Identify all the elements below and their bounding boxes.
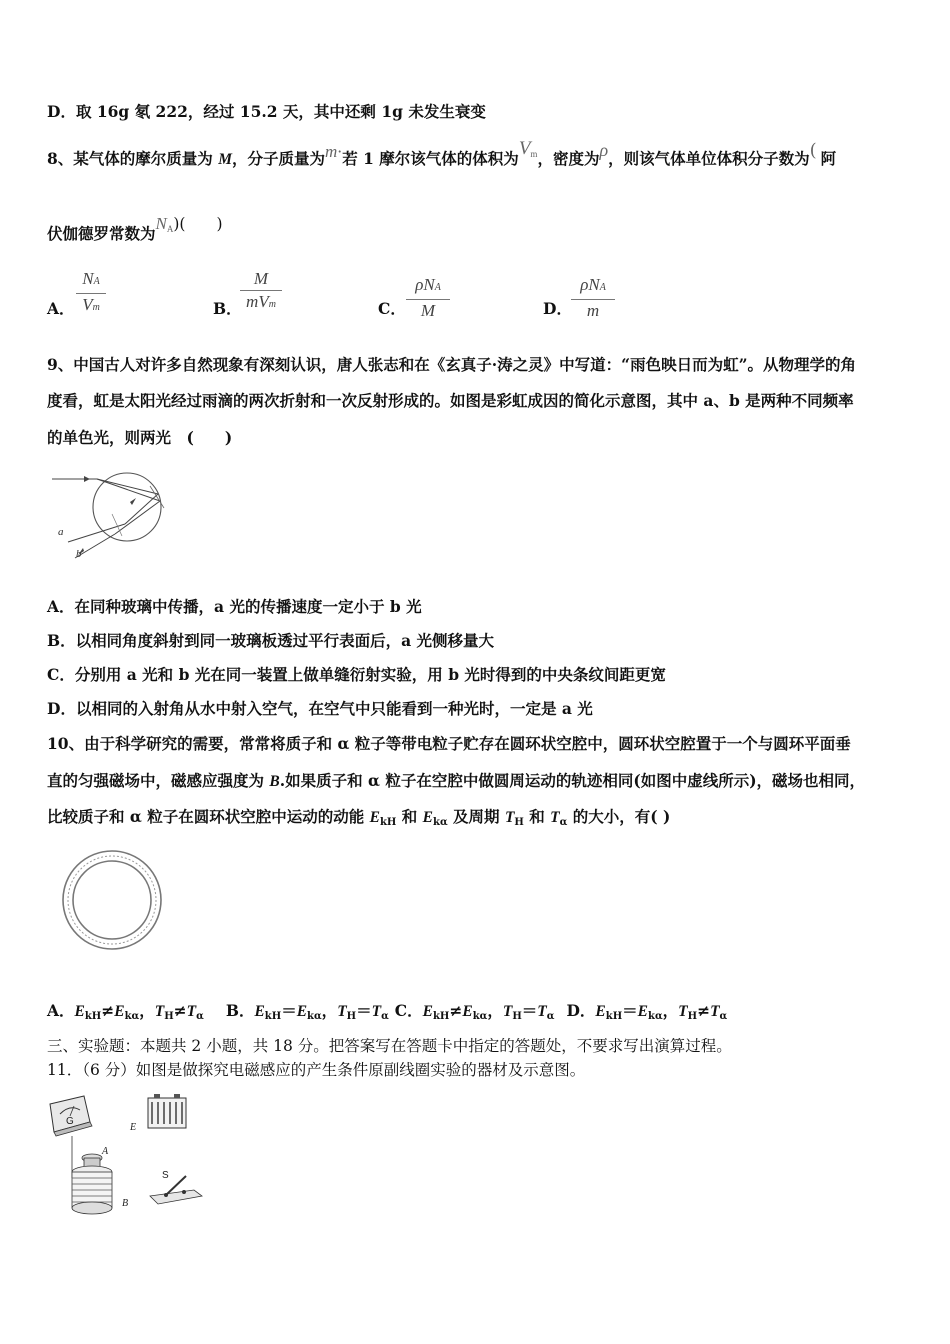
reflected-ray-1 <box>125 494 158 524</box>
outer-ring <box>63 851 161 949</box>
q8-b-den-sub: m <box>268 299 276 310</box>
q10-t-symbol: T <box>550 809 560 826</box>
q10-option-c-label: C． <box>394 1001 423 1020</box>
q10-line3-text: 比较质子和 α 粒子在圆环状空腔中运动的动能 <box>47 807 370 826</box>
label-a: a <box>58 526 64 538</box>
q8-line2-text: 伏伽德罗常数为 <box>47 224 156 243</box>
q10-sub: kα <box>648 1011 663 1022</box>
battery-label: E <box>130 1122 137 1133</box>
q8-c-num-sub: A <box>434 282 441 293</box>
q10-period-text: 及周期 <box>447 807 505 826</box>
q8-a-den-sub: m <box>92 302 100 313</box>
q8-option-d-fraction <box>571 275 615 321</box>
switch-icon <box>150 1176 202 1204</box>
q9-option-b: B．以相同角度斜射到同一玻璃板透过平行表面后，a 光侧移量大 <box>47 631 495 650</box>
q8-b-num: M <box>253 269 269 288</box>
q10-ek-sub-alpha: kα <box>433 817 448 828</box>
inner-arrow-icon <box>130 498 136 505</box>
q8-text-5: ，则该气体单位体积分子数为 <box>608 149 810 168</box>
q10-ek-symbol: E <box>422 809 434 826</box>
q10-ek-symbol: E <box>254 1003 265 1020</box>
q10-line3-end: 的大小，有( ) <box>567 807 671 826</box>
inner-ring <box>73 861 151 939</box>
q10-d-rel1: ＝ <box>622 1001 638 1020</box>
q10-ek-symbol: E <box>595 1003 606 1020</box>
q8-volume-symbol: V <box>518 138 531 159</box>
q10-t-symbol: T <box>504 809 515 826</box>
q10-t-sub-h: H <box>514 817 524 828</box>
q9-option-c: C．分别用 a 光和 b 光在同一装置上做单缝衍射实验，用 b 光时得到的中央条纹间距更宽 <box>47 665 666 684</box>
q10-ek-symbol: E <box>422 1003 433 1020</box>
primary-coil-label: A <box>102 1146 109 1157</box>
q8-text-tail: 阿 <box>820 149 837 168</box>
q8-c-num: ρN <box>415 275 435 294</box>
secondary-coil-label: B <box>122 1198 129 1209</box>
battery-icon <box>148 1094 186 1128</box>
q10-d-rel2: ≠ <box>697 1001 711 1020</box>
q10-ek-symbol: E <box>637 1003 649 1020</box>
q10-sub: kα <box>124 1011 140 1022</box>
q10-sub: H <box>164 1011 174 1022</box>
q8-stem-line1 <box>47 138 837 175</box>
q10-sub: α <box>546 1011 555 1022</box>
q8-a-den: V <box>82 295 93 314</box>
q8-avogadro-sub: A <box>166 224 174 234</box>
switch-label: S <box>162 1170 169 1181</box>
q8-d-num-sub: A <box>599 282 606 293</box>
q10-t-symbol: T <box>154 1003 165 1020</box>
ring-cavity-diagram <box>60 848 164 952</box>
galvanometer-icon <box>50 1096 92 1136</box>
q10-ek-sub-h: kH <box>379 817 397 828</box>
q8-b-den: mV <box>246 292 269 311</box>
q10-sub: kH <box>84 1011 102 1022</box>
q8-option-b-fraction <box>240 269 282 315</box>
q10-c-rel2: ＝ <box>521 1001 538 1020</box>
q10-line2-text-b: .如果质子和 α 粒子在空腔中做圆周运动的轨迹相同(如图中虚线所示)，磁场也相同， <box>279 771 866 790</box>
fraction-bar <box>406 299 450 300</box>
q8-option-a-label: A． <box>47 299 75 318</box>
q8-option-d-label: D． <box>543 299 572 318</box>
q8-molecule-mass-symbol: m <box>325 142 338 161</box>
q10-line2-text-a: 直的匀强磁场中，磁感应强度为 <box>47 771 270 790</box>
q10-option-d-label: D． <box>566 1001 596 1020</box>
q8-option-c-fraction <box>406 275 450 321</box>
q10-t-symbol: T <box>371 1003 382 1020</box>
q10-options-row: A．$E_{kH}\ne E_{k\alpha}$，$T_H\ne T_\alpha$ B．$E_{kH}=E_{k\alpha}$，$T_H=T_\alpha$ C．$E_{kH}\ne E_{k\alpha}$，$T_H=T_\alpha$ D．$E_{kH}=E_{k\alpha}$，$T_H\ne T_\alpha$ <box>47 1001 728 1022</box>
q9-stem-line1: 9、中国古人对许多自然现象有深刻认识，唐人张志和在《玄真子·涛之灵》中写道：“雨色映日而为虹”。从物理学的角 <box>47 355 857 374</box>
galvanometer-label: G <box>66 1116 74 1127</box>
q10-b-rel1: ＝ <box>281 1001 297 1020</box>
q10-a-rel2: ≠ <box>173 1001 187 1020</box>
q10-t-sub-alpha: α <box>559 817 568 828</box>
q8-dot: · <box>337 143 343 161</box>
q10-sub: H <box>346 1011 357 1022</box>
q11-stem: 11．（6 分）如图是做探究电磁感应的产生条件原副线圈实验的器材及示意图。 <box>47 1061 586 1079</box>
q8-c-den: M <box>420 301 436 320</box>
q10-ek-symbol: E <box>462 1003 473 1020</box>
q10-sub: kH <box>432 1011 450 1022</box>
q10-field-symbol: B <box>269 773 280 790</box>
q10-sub: α <box>196 1011 204 1022</box>
q10-option-b-label: B． <box>225 1001 255 1020</box>
q10-t-symbol: T <box>710 1003 720 1020</box>
q8-avogadro-symbol: N <box>155 214 167 233</box>
q9-option-a: A．在同种玻璃中传播，a 光的传播速度一定小于 b 光 <box>47 597 422 616</box>
q8-text-2: ，分子质量为 <box>231 149 325 168</box>
q8-a-num: N <box>82 269 94 288</box>
section-3-heading: 三、实验题：本题共 2 小题，共 18 分。把答案写在答题卡中指定的答题处，不要求写出演算过程。 <box>47 1037 732 1055</box>
q10-sub: α <box>381 1011 389 1022</box>
q10-ek-symbol: E <box>114 1003 125 1020</box>
fraction-bar <box>240 290 282 291</box>
q7-option-d: D．取 16g 氡 222，经过 15.2 天，其中还剩 1g 未发生衰变 <box>47 102 486 121</box>
q10-ek-symbol: E <box>296 1003 308 1020</box>
q10-a-rel1: ≠ <box>101 1001 115 1020</box>
q10-stem-line2 <box>47 770 865 793</box>
q8-d-num: ρN <box>580 275 600 294</box>
q10-t-symbol: T <box>537 1003 547 1020</box>
q10-t-symbol: T <box>337 1003 347 1020</box>
q9-stem-line2: 度看，虹是太阳光经过雨滴的两次折射和一次反射形成的。如图是彩虹成因的简化示意图，其中 a、b 是两种不同频率 <box>47 391 854 410</box>
q8-text-4: ，密度为 <box>537 149 600 168</box>
fraction-bar <box>76 293 106 294</box>
q10-sub: α <box>719 1011 728 1022</box>
q10-sub: kH <box>605 1011 623 1022</box>
q10-and: 和 <box>401 807 423 826</box>
q10-sub: H <box>687 1011 698 1022</box>
q8-option-b-label: B． <box>213 299 242 318</box>
q8-text-1: 8、某气体的摩尔质量为 <box>47 149 219 168</box>
q8-text-3: 若 1 摩尔该气体的体积为 <box>342 149 519 168</box>
q10-ek-symbol: E <box>74 1003 85 1020</box>
q8-option-c-label: C． <box>378 299 406 318</box>
q10-ek-symbol: E <box>369 809 380 826</box>
q10-t-symbol: T <box>502 1003 513 1020</box>
induction-apparatus-diagram <box>44 1092 224 1222</box>
q9-stem-line3: 的单色光，则两光 ( ) <box>47 428 233 447</box>
q10-option-a-label: A． <box>47 1001 75 1020</box>
q8-option-a-fraction <box>76 269 106 318</box>
q10-c-rel1: ≠ <box>449 1001 463 1020</box>
rainbow-raindrop-diagram <box>50 464 170 566</box>
q8-paren: ( <box>809 140 817 161</box>
q8-d-den: m <box>586 301 600 320</box>
q10-sub: kα <box>307 1011 322 1022</box>
q8-molar-mass-symbol: M <box>218 151 232 168</box>
q10-stem-line3 <box>47 806 670 834</box>
q10-sub: kH <box>264 1011 282 1022</box>
q10-and: 和 <box>529 807 551 826</box>
coil-icon <box>72 1154 112 1214</box>
q10-t-symbol: T <box>186 1003 197 1020</box>
q10-b-rel2: ＝ <box>356 1001 372 1020</box>
q8-stem-line2 <box>47 214 223 250</box>
particle-trajectory <box>68 856 156 944</box>
q8-volume-sub: m <box>530 149 538 159</box>
q10-stem-line1: 10、由于科学研究的需要，常常将质子和 α 粒子等带电粒子贮存在圆环状空腔中，圆环状空腔置于一个与圆环平面垂 <box>47 734 851 753</box>
incident-arrow-icon <box>84 476 90 482</box>
normal-line <box>150 486 164 508</box>
label-b: b <box>76 548 82 560</box>
q10-t-symbol: T <box>678 1003 688 1020</box>
q8-answer-paren: )( ) <box>173 215 223 233</box>
q8-a-num-sub: A <box>93 276 100 287</box>
fraction-bar <box>571 299 615 300</box>
q8-density-symbol: ρ <box>599 140 609 160</box>
q10-sub: kα <box>472 1011 488 1022</box>
q9-option-d: D．以相同的入射角从水中射入空气，在空气中只能看到一种光时，一定是 a 光 <box>47 699 593 718</box>
q10-sub: H <box>512 1011 522 1022</box>
